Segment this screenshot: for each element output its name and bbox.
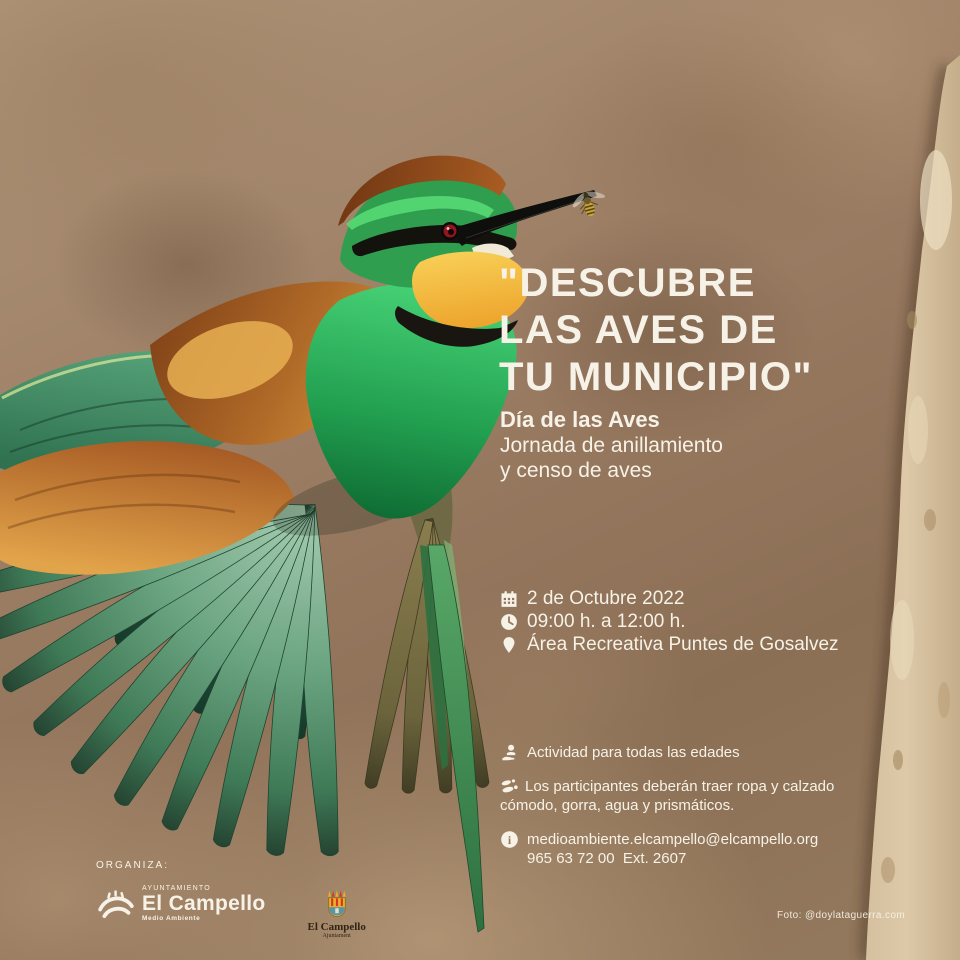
subtitle-line-2: y censo de aves <box>500 459 652 482</box>
subtitle-event-name: Día de las Aves <box>500 407 660 432</box>
logo-ayuntamiento-name: El Campello <box>142 892 266 915</box>
event-time-row <box>500 612 839 632</box>
note-contact <box>500 830 850 868</box>
organizer-section <box>96 860 366 940</box>
ajuntament-el-campello-logo <box>308 889 366 940</box>
note-ages <box>500 743 850 762</box>
note-equipment-line-2: cómodo, gorra, agua y prismáticos. <box>500 797 735 814</box>
title-line-1: "DESCUBRE <box>499 261 756 305</box>
note-equipment <box>500 777 850 815</box>
footwear-icon <box>500 778 519 794</box>
poster-title <box>499 260 813 401</box>
campello-arch-icon <box>96 887 136 923</box>
event-location-row <box>500 635 839 655</box>
logo-ajuntament-name: El Campello <box>307 921 366 933</box>
photo-credit: Foto: @doylataguerra.com <box>777 910 906 921</box>
logo-ayuntamiento-top: AYUNTAMIENTO <box>142 885 211 892</box>
notes-section <box>500 743 850 883</box>
logo-ayuntamiento-sub: Medio Ambiente <box>142 915 201 922</box>
bee-prey <box>568 186 610 221</box>
event-date-row <box>500 589 839 609</box>
event-location: Área Recreativa Puntes de Gosalvez <box>527 634 839 655</box>
event-time: 09:00 h. a 12:00 h. <box>527 611 686 632</box>
note-equipment-line-1: Los participantes deberán traer ropa y calzado <box>525 778 835 795</box>
contact-phone: 965 63 72 00 Ext. 2607 <box>527 850 687 867</box>
location-pin-icon <box>500 636 518 654</box>
info-icon <box>500 830 519 849</box>
title-line-2: LAS AVES DE <box>499 308 778 352</box>
campello-shield-icon <box>326 889 348 919</box>
subtitle-line-1: Jornada de anillamiento <box>500 434 723 457</box>
title-line-3: TU MUNICIPIO" <box>499 355 814 399</box>
event-details <box>500 589 839 658</box>
poster-subtitle <box>500 406 723 483</box>
calendar-icon <box>500 590 518 608</box>
organizer-label: ORGANIZA: <box>96 860 170 871</box>
svg-text:i: i <box>507 832 512 847</box>
logo-ajuntament-sub: Ajuntament <box>322 933 351 939</box>
clock-icon <box>500 613 518 631</box>
contact-email: medioambiente.elcampello@elcampello.org <box>527 831 819 848</box>
ayuntamiento-el-campello-logo <box>96 885 266 923</box>
note-ages-text: Actividad para todas las edades <box>527 744 740 761</box>
event-date: 2 de Octubre 2022 <box>527 588 685 609</box>
person-care-icon <box>500 743 519 762</box>
